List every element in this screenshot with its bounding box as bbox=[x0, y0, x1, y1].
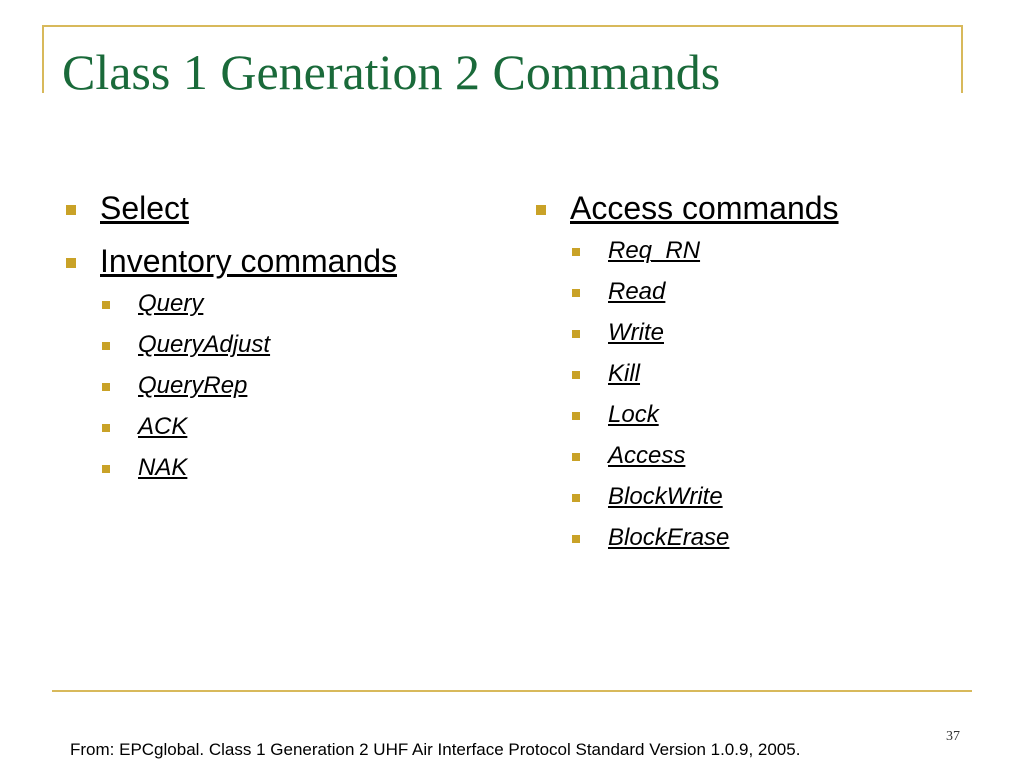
inventory-sublist-container bbox=[62, 289, 397, 494]
bullet-square-icon bbox=[66, 205, 76, 215]
frame-top-line bbox=[42, 25, 963, 27]
list-item-inventory-commands bbox=[62, 240, 397, 293]
footer-divider-line bbox=[52, 690, 972, 692]
bullet-square-icon bbox=[536, 205, 546, 215]
bullet-square-icon bbox=[572, 453, 580, 461]
access-sublist-container bbox=[532, 236, 839, 564]
list-item-kill bbox=[532, 359, 839, 400]
list-item-access-commands bbox=[532, 187, 839, 240]
bullet-square-icon bbox=[102, 424, 110, 432]
slide-title: Class 1 Generation 2 Commands bbox=[62, 44, 721, 100]
bullet-square-icon bbox=[102, 465, 110, 473]
bullet-square-icon bbox=[572, 289, 580, 297]
bullet-square-icon bbox=[102, 301, 110, 309]
source-citation: From: EPCglobal. Class 1 Generation 2 UHF Air Interface Protocol Standard Version 1.0.9, 2005. bbox=[70, 740, 801, 759]
list-item-blockerase bbox=[532, 523, 839, 564]
nak-link[interactable]: NAK bbox=[138, 454, 188, 481]
bullet-square-icon bbox=[572, 371, 580, 379]
queryrep-link[interactable]: QueryRep bbox=[138, 372, 248, 399]
list-item-query bbox=[62, 289, 397, 330]
list-item-queryadjust bbox=[62, 330, 397, 371]
write-link[interactable]: Write bbox=[608, 319, 664, 346]
frame-right-line bbox=[961, 25, 963, 93]
kill-link[interactable]: Kill bbox=[608, 360, 641, 387]
list-item-blockwrite bbox=[532, 482, 839, 523]
list-item-ack bbox=[62, 412, 397, 453]
lock-link[interactable]: Lock bbox=[608, 401, 659, 428]
list-item-req-rn bbox=[532, 236, 839, 277]
left-command-list bbox=[62, 187, 397, 494]
bullet-square-icon bbox=[572, 494, 580, 502]
blockwrite-link[interactable]: BlockWrite bbox=[608, 483, 723, 510]
inventory-sublist bbox=[62, 289, 397, 494]
read-link[interactable]: Read bbox=[608, 278, 666, 305]
inventory-commands-link[interactable]: Inventory commands bbox=[100, 243, 398, 279]
list-item-select bbox=[62, 187, 397, 240]
list-item-write bbox=[532, 318, 839, 359]
ack-link[interactable]: ACK bbox=[138, 413, 188, 440]
bullet-square-icon bbox=[572, 248, 580, 256]
frame-left-line bbox=[42, 25, 44, 93]
bullet-square-icon bbox=[572, 535, 580, 543]
list-item-lock bbox=[532, 400, 839, 441]
list-item-nak bbox=[62, 453, 397, 494]
page-number: 37 bbox=[946, 729, 960, 744]
list-item-queryrep bbox=[62, 371, 397, 412]
access-sublist bbox=[532, 236, 839, 564]
query-link[interactable]: Query bbox=[138, 290, 204, 317]
bullet-square-icon bbox=[572, 412, 580, 420]
list-item-read bbox=[532, 277, 839, 318]
blockerase-link[interactable]: BlockErase bbox=[608, 524, 730, 551]
queryadjust-link[interactable]: QueryAdjust bbox=[138, 331, 271, 358]
req-rn-link[interactable]: Req_RN bbox=[608, 237, 701, 264]
list-item-access bbox=[532, 441, 839, 482]
bullet-square-icon bbox=[66, 258, 76, 268]
bullet-square-icon bbox=[102, 342, 110, 350]
select-link[interactable]: Select bbox=[100, 190, 189, 226]
right-command-list bbox=[532, 187, 839, 564]
bullet-square-icon bbox=[102, 383, 110, 391]
bullet-square-icon bbox=[572, 330, 580, 338]
access-link[interactable]: Access bbox=[608, 442, 686, 469]
access-commands-link[interactable]: Access commands bbox=[570, 190, 839, 226]
